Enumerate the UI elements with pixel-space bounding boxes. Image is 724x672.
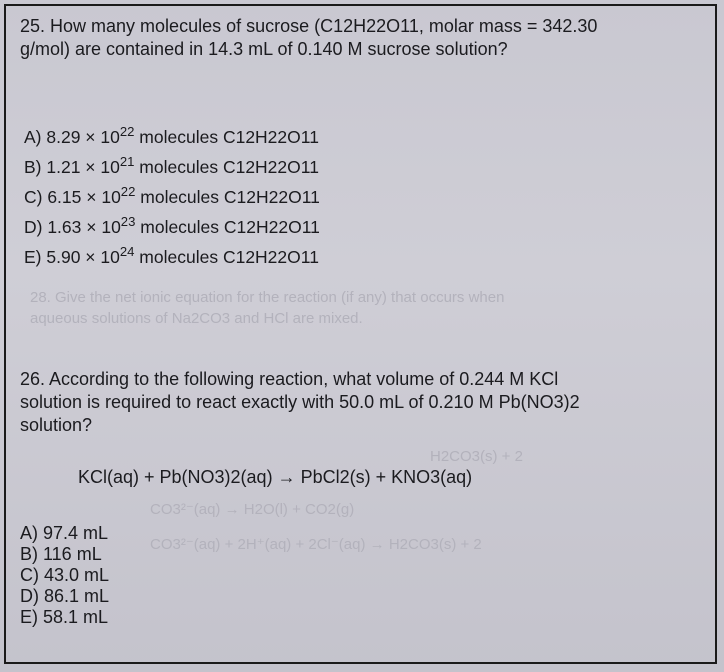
question-26-choice-b: B) 116 mL bbox=[20, 544, 102, 564]
bleed-through-text: CO3²⁻(aq) → H2O(l) + CO2(g) bbox=[150, 501, 355, 518]
question-25-choice-d: D) $1.63 \times 10^{23}$ molecules C12H22O11 bbox=[24, 214, 320, 237]
question-26-choice-e: E) 58.1 mL bbox=[20, 607, 109, 627]
question-25-choice-c: C) $6.15 \times 10^{22}$ molecules C12H22O11 bbox=[24, 184, 320, 207]
question-26-stem-line2: solution is required to react exactly with 50.0 mL of 0.210 M Pb(NO3)2 bbox=[20, 392, 580, 412]
question-25-stem-line2: g/mol) are contained in 14.3 mL of 0.140 M sucrose solution? bbox=[20, 39, 508, 59]
question-25-choice-b: B) $1.21 \times 10^{21}$ molecules C12H22O11 bbox=[24, 154, 319, 177]
question-25-choice-a: A) $8.29 \times 10^{22}$ molecules C12H22O11 bbox=[24, 124, 319, 147]
question-26-choice-c: C) 43.0 mL bbox=[20, 565, 110, 585]
bleed-through-text: H2CO3(s) + 2 bbox=[430, 448, 523, 465]
reaction-equation: KCl(aq) + Pb(NO3)2(aq) → PbCl2(s) + KNO3(aq) bbox=[78, 467, 473, 487]
question-26-choice-a: A) 97.4 mL bbox=[20, 523, 109, 543]
bleed-through-text: aqueous solutions of Na2CO3 and HCl are mixed. bbox=[30, 310, 363, 327]
question-26-stem-line3: solution? bbox=[20, 415, 93, 435]
question-25 bbox=[20, 15, 597, 61]
bleed-through-text: 28. Give the net ionic equation for the reaction (if any) that occurs when bbox=[30, 289, 505, 306]
question-25-choice-e: E) $5.90 \times 10^{24}$ molecules C12H22O11 bbox=[24, 244, 319, 267]
bleed-through-text: CO3²⁻(aq) + 2H⁺(aq) + 2Cl⁻(aq) → H2CO3(s) + 2 bbox=[150, 536, 482, 553]
question-26-stem-line1: 26. According to the following reaction, what volume of 0.244 M KCl bbox=[20, 369, 559, 389]
question-26 bbox=[20, 368, 580, 437]
question-26-choice-d: D) 86.1 mL bbox=[20, 586, 110, 606]
page-border bbox=[4, 4, 717, 664]
question-25-stem-line1: 25. How many molecules of sucrose (C12H22O11, molar mass = 342.30 bbox=[20, 16, 598, 36]
